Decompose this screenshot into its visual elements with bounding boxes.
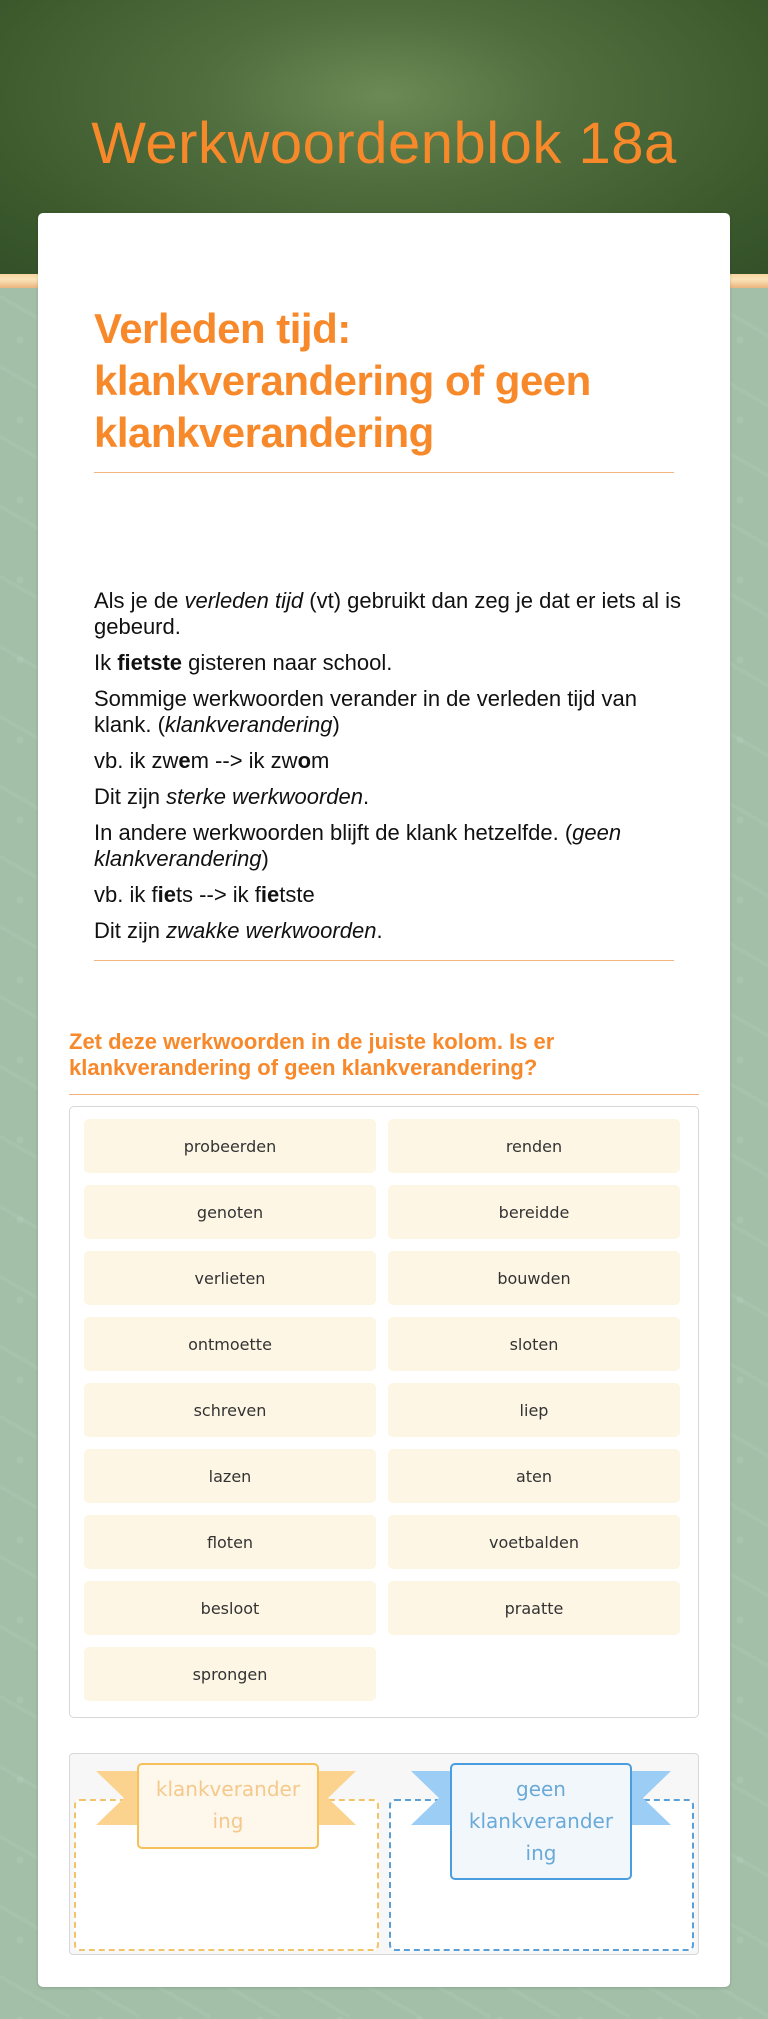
lesson-paragraph (94, 820, 694, 872)
text-segment: m --> ik zw (190, 748, 298, 773)
text-segment: ie (157, 882, 176, 907)
text-segment: verleden tijd (184, 588, 304, 613)
word-tile[interactable]: schreven (84, 1383, 376, 1437)
lesson-paragraph (94, 650, 694, 676)
text-segment: Als je de (94, 588, 185, 613)
text-segment: Ik (94, 650, 118, 675)
lesson-paragraph (94, 588, 694, 640)
exercise-question: Zet deze werkwoorden in de juiste kolom. Is er klankverandering of geen klankverandering? (69, 1029, 555, 1080)
body-divider (94, 960, 674, 961)
word-tile[interactable]: genoten (84, 1185, 376, 1239)
word-tile[interactable]: lazen (84, 1449, 376, 1503)
text-segment: o (297, 748, 312, 773)
text-segment: vb. ik f (94, 882, 158, 907)
text-segment: klankverandering (164, 712, 333, 737)
text-segment: Dit zijn (94, 918, 167, 943)
text-segment: ts --> ik f (175, 882, 261, 907)
lesson-title (94, 303, 674, 459)
text-segment: Sommige werkwoorden verander in de verleden tijd van klank. ( (94, 686, 637, 737)
text-segment: . (363, 784, 370, 809)
category-label-line: ing (525, 1841, 557, 1865)
word-pool (69, 1106, 699, 1718)
content-card (38, 213, 730, 1987)
title-divider (94, 472, 674, 473)
text-segment: sterke werkwoorden (166, 784, 363, 809)
word-tile[interactable]: sprongen (84, 1647, 376, 1701)
lesson-body (94, 588, 694, 954)
text-segment: Dit zijn (94, 784, 167, 809)
category-label-klankverandering (137, 1763, 319, 1849)
question-divider (69, 1094, 699, 1095)
word-tile[interactable]: verlieten (84, 1251, 376, 1305)
category-label-line: ing (212, 1809, 244, 1833)
text-segment: ie (260, 882, 280, 907)
text-segment: m (311, 748, 330, 773)
word-tile[interactable]: ontmoette (84, 1317, 376, 1371)
text-segment: In andere werkwoorden blijft de klank hetzelfde. ( (94, 820, 573, 845)
category-label-line: klankverander (155, 1777, 301, 1801)
text-segment: ) (332, 712, 340, 737)
lesson-title-line: klankverandering (94, 409, 434, 456)
text-segment: . (376, 918, 383, 943)
word-tile[interactable]: aten (388, 1449, 680, 1503)
word-tile[interactable]: renden (388, 1119, 680, 1173)
lesson-paragraph (94, 784, 694, 810)
word-tile[interactable]: voetbalden (388, 1515, 680, 1569)
word-tile[interactable]: bouwden (388, 1251, 680, 1305)
category-buckets (69, 1753, 699, 1955)
word-tile[interactable]: praatte (388, 1581, 680, 1635)
text-segment: zwakke werkwoorden (166, 918, 377, 943)
word-tile[interactable]: liep (388, 1383, 680, 1437)
lesson-paragraph (94, 882, 694, 908)
text-segment: gisteren naar school. (182, 650, 393, 675)
page-title: Werkwoordenblok 18a (91, 111, 677, 176)
text-segment: (vt) gebruikt dan zeg je dat er iets al is gebeurd. (94, 588, 681, 639)
lesson-paragraph (94, 748, 694, 774)
text-segment: vb. ik zw (94, 748, 179, 773)
text-segment: ) (261, 846, 269, 871)
word-tile[interactable]: besloot (84, 1581, 376, 1635)
category-label-line: klankverander (468, 1809, 614, 1833)
category-label-line: geen (516, 1777, 566, 1801)
text-segment: fietste (117, 650, 183, 675)
word-tile[interactable]: probeerden (84, 1119, 376, 1173)
text-segment: geen klankverandering (94, 820, 622, 871)
word-tile[interactable]: sloten (388, 1317, 680, 1371)
text-segment: tste (279, 882, 315, 907)
lesson-title-line: klankverandering of geen (94, 357, 591, 404)
word-tile[interactable]: bereidde (388, 1185, 680, 1239)
lesson-paragraph (94, 918, 694, 944)
lesson-paragraph (94, 686, 694, 738)
word-tile[interactable]: floten (84, 1515, 376, 1569)
lesson-title-line: Verleden tijd: (94, 305, 351, 352)
category-label-geen-klankverandering (450, 1763, 632, 1880)
text-segment: e (178, 748, 191, 773)
